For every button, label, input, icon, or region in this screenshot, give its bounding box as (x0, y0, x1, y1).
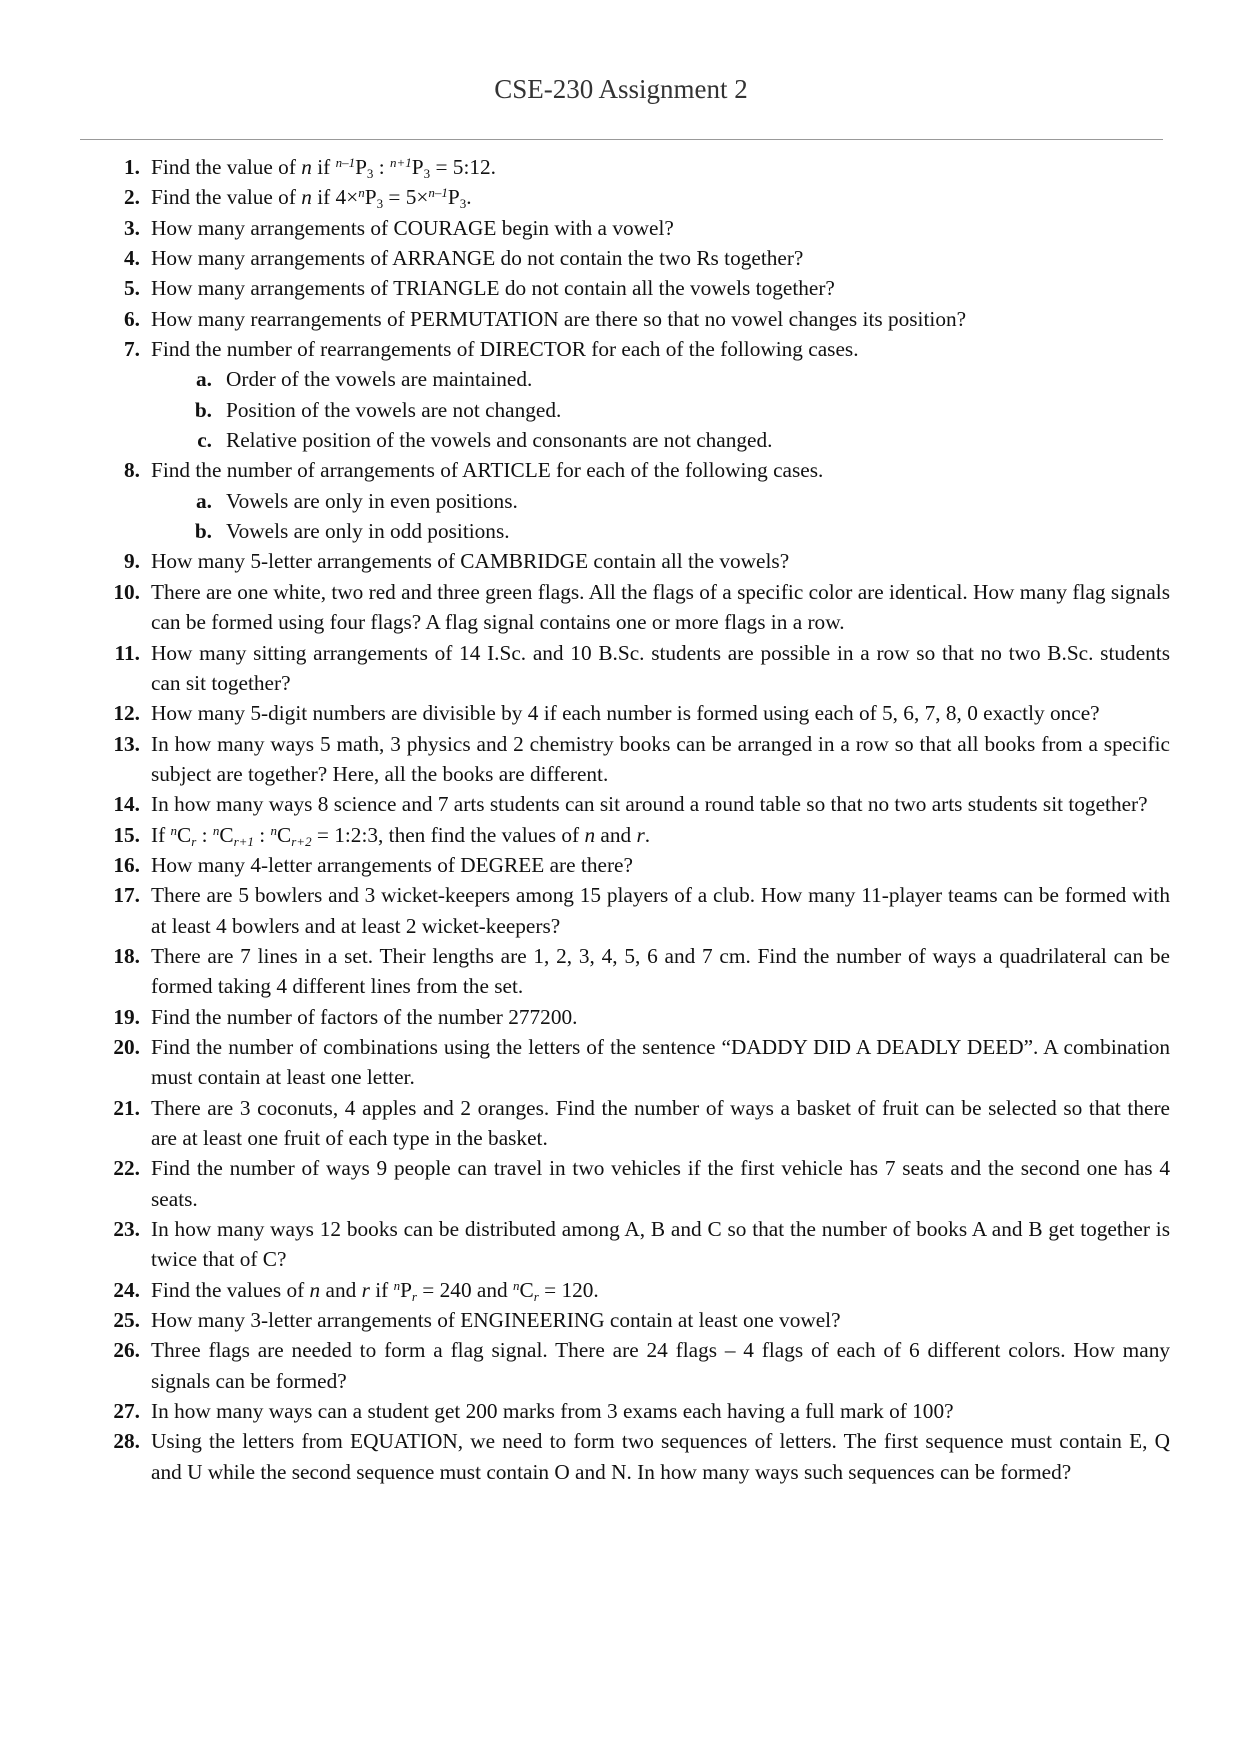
text-run: How many sitting arrangements of 14 I.Sc. and 10 B.Sc. students are possible in a row so that no two B.Sc. students can sit together? (151, 640, 1170, 695)
math-term: n (301, 155, 312, 179)
sub-question-text: Order of the vowels are maintained. (226, 367, 533, 392)
text-run: : (196, 822, 213, 847)
sub-question-text: Vowels are only in even positions. (226, 488, 518, 513)
question-text (151, 1217, 1170, 1271)
question-item (0, 455, 1242, 485)
question-item (0, 729, 1242, 790)
math-term: n (301, 185, 312, 210)
question-text (151, 701, 1100, 725)
question-number: 25. (113, 1308, 140, 1333)
question-text (151, 307, 966, 331)
text-run: . (466, 185, 472, 210)
question-number: 2. (124, 185, 140, 210)
question-text (151, 276, 835, 300)
question-item (0, 850, 1242, 880)
text-run: In how many ways 5 math, 3 physics and 2 chemistry books can be arranged in a row so that all books from a specific subject are together? Here, all the books are different. (151, 731, 1170, 786)
math-term: n+1 (390, 155, 412, 170)
math-term: 3 (376, 196, 384, 212)
question-number: 23. (113, 1217, 140, 1242)
question-text (151, 641, 1170, 695)
text-run: Find the number of factors of the number 277200. (151, 1004, 578, 1029)
math-term: r (191, 833, 197, 849)
math-term: r (636, 822, 645, 847)
question-number: 7. (124, 337, 140, 362)
sub-question-item (0, 486, 1242, 516)
question-item (0, 820, 1242, 850)
question-number: 22. (113, 1156, 140, 1181)
document-title: CSE-230 Assignment 2 (494, 74, 748, 104)
text-run: = 240 and (416, 1277, 513, 1302)
question-number: 6. (124, 306, 140, 331)
sub-question-text: Relative position of the vowels and consonants are not changed. (226, 428, 773, 453)
text-run: Using the letters from EQUATION, we need to form two sequences of letters. The first sequence must contain E, Q and U while the second sequence must contain O and N. In how many ways such sequences can be formed? (151, 1429, 1170, 1484)
question-item (0, 789, 1242, 819)
question-text (151, 1278, 599, 1302)
question-number: 3. (124, 215, 140, 240)
question-item (0, 698, 1242, 728)
text-run: There are 5 bowlers and 3 wicket-keepers among 15 players of a club. How many 11-player teams can be formed with at least 4 bowlers and at least 2 wicket-keepers? (151, 883, 1170, 938)
question-item (0, 1396, 1242, 1426)
text-run: Find the number of arrangements of ARTICLE for each of the following cases. (151, 458, 824, 483)
question-item (0, 334, 1242, 364)
question-item (0, 1032, 1242, 1093)
title-divider (80, 139, 1163, 140)
text-run: = 5× (383, 185, 429, 210)
sub-question-letter: b. (194, 397, 212, 422)
question-text (151, 1429, 1170, 1483)
sub-question-item (0, 425, 1242, 455)
sub-question-item (0, 395, 1242, 425)
text-run: Three flags are needed to form a flag signal. There are 24 flags – 4 flags of each of 6 different colors. How many signals can be formed? (151, 1338, 1170, 1393)
sub-question-text: Position of the vowels are not changed. (226, 397, 562, 422)
question-text (151, 853, 633, 877)
text-run: : (253, 822, 271, 847)
question-number: 17. (113, 883, 140, 908)
question-item (0, 638, 1242, 699)
question-text (151, 823, 650, 847)
question-item (0, 213, 1242, 243)
question-number: 20. (113, 1034, 140, 1059)
question-number: 21. (113, 1095, 140, 1120)
text-run: Find the values of (151, 1277, 310, 1302)
question-item (0, 1305, 1242, 1335)
math-term: n (393, 1277, 401, 1293)
question-number: 9. (124, 549, 140, 574)
math-term: n (309, 1277, 321, 1302)
text-run: . (644, 822, 651, 847)
question-number: 14. (113, 792, 140, 817)
text-run: and (320, 1277, 362, 1302)
question-text (151, 1096, 1170, 1150)
question-number: 24. (113, 1277, 140, 1302)
question-text (151, 458, 823, 482)
text-run: : (373, 155, 390, 179)
text-run: Find the number of combinations using the letters of the sentence “DADDY DID A DEADLY DEED”. A combination must contain at least one letter. (151, 1034, 1170, 1090)
math-term: n (212, 822, 220, 838)
question-item (0, 152, 1242, 182)
text-run: How many arrangements of COURAGE begin with a vowel? (151, 215, 674, 240)
question-number: 13. (113, 731, 140, 756)
math-term: 3 (459, 196, 467, 212)
question-item (0, 243, 1242, 273)
text-run: How many arrangements of TRIANGLE do not contain all the vowels together? (151, 276, 835, 301)
question-text (151, 216, 674, 240)
text-run: If (151, 822, 171, 847)
question-text (151, 246, 803, 270)
math-term: r+2 (291, 833, 312, 849)
question-item (0, 1275, 1242, 1305)
text-run: Find the value of (151, 155, 302, 179)
text-run: How many rearrangements of PERMUTATION are there so that no vowel changes its position? (151, 306, 967, 331)
sub-question-letter: c. (197, 428, 212, 453)
text-run: = 120. (538, 1277, 599, 1302)
sub-question-text: Vowels are only in odd positions. (226, 519, 510, 544)
question-item (0, 1214, 1242, 1275)
question-number: 4. (124, 246, 140, 271)
text-run: P (364, 185, 377, 210)
sub-question-letter: a. (196, 367, 212, 392)
text-run: P (411, 155, 424, 179)
question-item (0, 546, 1242, 576)
question-number: 28. (113, 1429, 140, 1454)
text-run: How many 5-letter arrangements of CAMBRIDGE contain all the vowels? (151, 549, 790, 574)
question-list (0, 152, 1242, 1487)
math-term: r+1 (233, 833, 254, 849)
question-number: 8. (124, 458, 140, 483)
math-term: n (584, 822, 596, 847)
math-term: 3 (366, 166, 374, 181)
question-item (0, 1093, 1242, 1154)
text-run: In how many ways 12 books can be distributed among A, B and C so that the number of books A and B get together is twice that of C? (151, 1217, 1170, 1272)
question-number: 1. (124, 155, 140, 179)
math-term: 3 (423, 166, 431, 181)
text-run: Find the value of (151, 185, 302, 210)
math-term: n (513, 1277, 520, 1293)
math-term: n–1 (335, 155, 356, 170)
text-run: How many 4-letter arrangements of DEGREE are there? (151, 852, 633, 877)
question-number: 5. (124, 276, 140, 301)
question-text (151, 1035, 1170, 1089)
question-text (151, 155, 496, 179)
math-term: n (270, 822, 278, 838)
question-text (151, 1308, 841, 1332)
question-text (151, 944, 1170, 998)
question-number: 10. (113, 579, 140, 604)
text-run: if (369, 1277, 394, 1302)
question-text (151, 185, 472, 212)
question-item (0, 1335, 1242, 1396)
text-run: = 5:12. (430, 155, 496, 179)
text-run: There are one white, two red and three green flags. All the flags of a specific color are identical. How many flag signals can be formed using four flags? A flag signal contains one or more flags in a row. (151, 579, 1170, 635)
question-number: 11. (114, 640, 140, 665)
text-run: C (219, 822, 234, 847)
question-text (151, 1156, 1170, 1210)
question-item (0, 1002, 1242, 1032)
question-item (0, 880, 1242, 941)
question-item (0, 182, 1242, 212)
question-text (151, 1338, 1170, 1392)
text-run: = 1:2:3, then find the values of (311, 822, 585, 847)
question-item (0, 941, 1242, 1002)
sub-question-item (0, 364, 1242, 394)
text-run: There are 3 coconuts, 4 apples and 2 oranges. Find the number of ways a basket of fruit can be selected so that there are at least one fruit of each type in the basket. (151, 1095, 1170, 1150)
text-run: In how many ways can a student get 200 marks from 3 exams each having a full mark of 100? (151, 1399, 954, 1424)
math-term: r (411, 1288, 417, 1304)
question-number: 15. (113, 822, 140, 847)
question-item (0, 304, 1242, 334)
question-number: 12. (113, 701, 140, 726)
text-run: if 4× (311, 185, 359, 210)
question-text (151, 580, 1170, 634)
question-number: 18. (113, 943, 140, 968)
text-run: P (355, 155, 367, 179)
text-run: How many arrangements of ARRANGE do not contain the two Rs together? (151, 246, 804, 271)
text-run: Find the number of ways 9 people can travel in two vehicles if the first vehicle has 7 seats and the second one has 4 seats. (151, 1156, 1170, 1211)
sub-question-letter: a. (196, 488, 212, 513)
question-text (151, 549, 789, 573)
question-item (0, 1426, 1242, 1487)
math-term: r (533, 1288, 539, 1304)
text-run: How many 5-digit numbers are divisible by 4 if each number is formed using each of 5, 6, 7, 8, 0 exactly once? (151, 701, 1100, 726)
math-term: n (358, 185, 365, 201)
question-number: 26. (113, 1338, 140, 1363)
question-text (151, 732, 1170, 786)
sub-question-item (0, 516, 1242, 546)
text-run: P (400, 1277, 412, 1302)
question-text (151, 1005, 577, 1029)
question-text (151, 337, 859, 361)
question-text (151, 1399, 954, 1423)
question-text (151, 792, 1148, 816)
text-run: if (311, 155, 336, 179)
text-run: and (595, 822, 637, 847)
question-number: 16. (113, 852, 140, 877)
text-run: C (277, 822, 292, 847)
question-number: 27. (113, 1399, 140, 1424)
text-run: Find the number of rearrangements of DIRECTOR for each of the following cases. (151, 337, 859, 362)
text-run: P (447, 185, 460, 210)
text-run: In how many ways 8 science and 7 arts students can sit around a round table so that no two arts students sit together? (151, 792, 1148, 817)
text-run: C (177, 822, 192, 847)
question-item (0, 577, 1242, 638)
text-run: There are 7 lines in a set. Their lengths are 1, 2, 3, 4, 5, 6 and 7 cm. Find the number of ways a quadrilateral can be formed taking 4 different lines from the set. (151, 943, 1170, 999)
question-text (151, 883, 1170, 937)
math-term: n (170, 822, 178, 838)
text-run: C (519, 1277, 534, 1302)
text-run: How many 3-letter arrangements of ENGINEERING contain at least one vowel? (151, 1308, 841, 1333)
sub-question-letter: b. (194, 519, 212, 544)
math-term: n–1 (428, 185, 448, 201)
question-item (0, 1153, 1242, 1214)
math-term: r (361, 1277, 370, 1302)
question-number: 19. (113, 1004, 140, 1029)
question-item (0, 273, 1242, 303)
